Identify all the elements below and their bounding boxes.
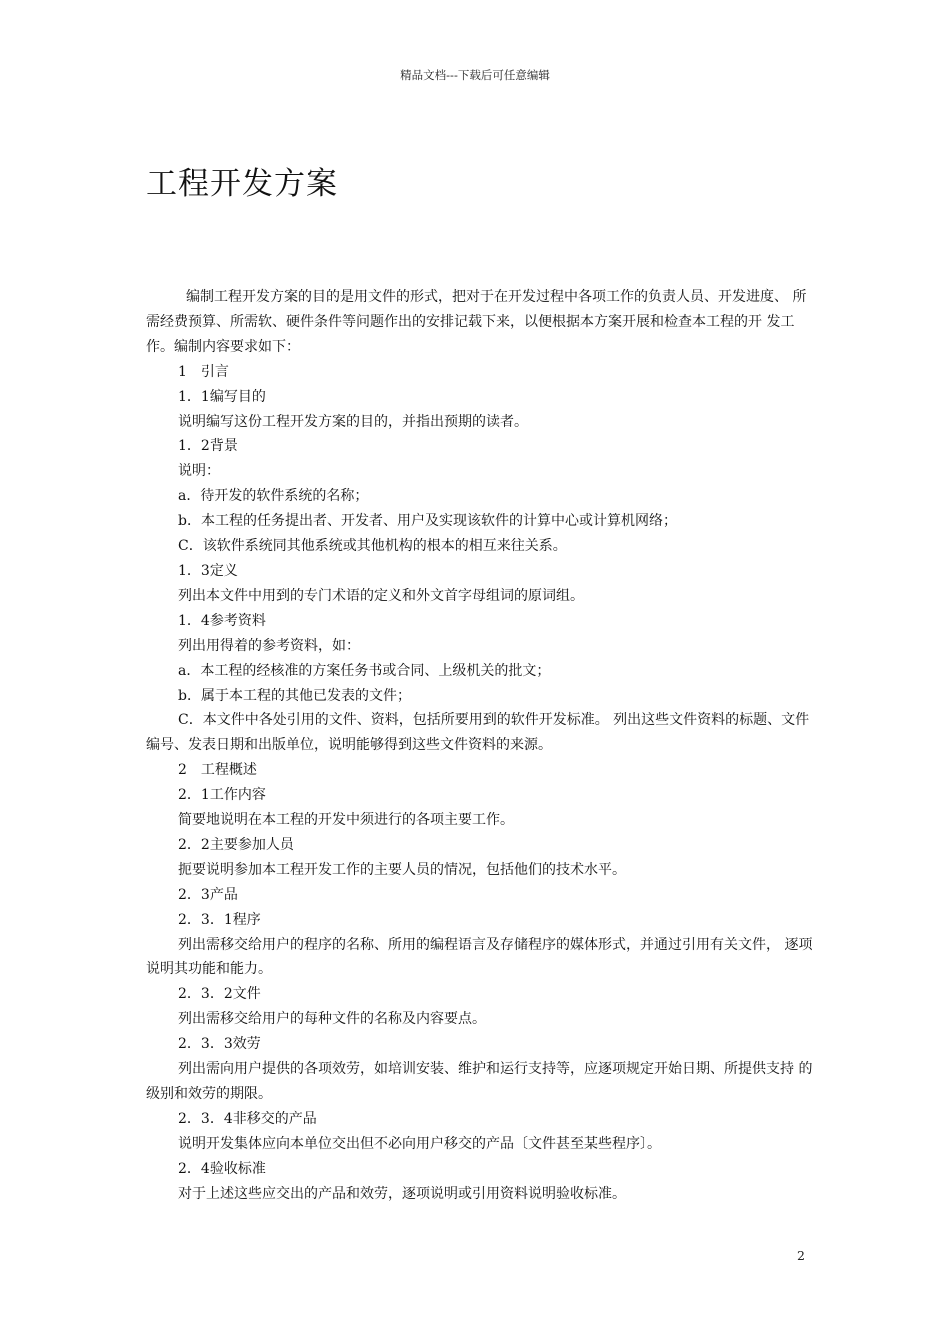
text-line: 说明开发集体应向本单位交出但不必向用户移交的产品〔文件甚至某些程序〕。	[178, 1135, 661, 1152]
heading-references: 1．4参考资料	[178, 612, 266, 629]
heading-project-overview: 2 工程概述	[178, 762, 257, 779]
list-item: b．本工程的任务提出者、开发者、用户及实现该软件的计算中心或计算机网络；	[178, 513, 677, 530]
text-line: 简要地说明在本工程的开发中须进行的各项主要工作。	[178, 812, 514, 829]
heading-services: 2．3．3效劳	[178, 1036, 261, 1053]
list-item: a．待开发的软件系统的名称；	[178, 488, 369, 505]
heading-programs: 2．3．1程序	[178, 911, 261, 928]
heading-purpose: 1．1编写目的	[178, 388, 266, 405]
heading-documents: 2．3．2文件	[178, 986, 261, 1003]
text-line: 说明编写这份工程开发方案的目的，并指出预期的读者。	[178, 413, 528, 430]
heading-main-personnel: 2．2主要参加人员	[178, 836, 294, 853]
heading-work-content: 2．1工作内容	[178, 787, 266, 804]
programs-paragraph: 列出需移交给用户的程序的名称、所用的编程语言及存储程序的媒体形式，并通过引用有关文件， 逐项说明其功能和能力。	[146, 936, 813, 978]
text-line: 列出本文件中用到的专门术语的定义和外文首字母组词的原词组。	[178, 587, 584, 604]
text-line: 对于上述这些应交出的产品和效劳，逐项说明或引用资料说明验收标准。	[178, 1185, 626, 1202]
list-item: C．该软件系统同其他系统或其他机构的根本的相互来往关系。	[178, 538, 567, 555]
text-line: 列出用得着的参考资料，如：	[178, 637, 360, 654]
list-item: b．属于本工程的其他已发表的文件；	[178, 687, 411, 704]
text-line: 列出需移交给用户的每种文件的名称及内容要点。	[178, 1011, 486, 1028]
list-item: a．本工程的经核准的方案任务书或合同、上级机关的批文；	[178, 662, 551, 679]
page-header: 精品文档---下载后可任意编辑	[400, 68, 550, 82]
text-line: 扼要说明参加本工程开发工作的主要人员的情况，包括他们的技术水平。	[178, 861, 626, 878]
services-paragraph: 列出需向用户提供的各项效劳，如培训安装、维护和运行支持等，应逐项规定开始日期、所提供支持 的级别和效劳的期限。	[146, 1061, 813, 1102]
text-line: 说明：	[178, 463, 220, 480]
document-title: 工程开发方案	[146, 166, 338, 202]
heading-background: 1．2背景	[178, 438, 238, 455]
document-body	[146, 285, 814, 1207]
heading-non-deliverables: 2．3．4非移交的产品	[178, 1110, 317, 1127]
references-paragraph: C．本文件中各处引用的文件、资料，包括所要用到的软件开发标准。 列出这些文件资料的标题、文件编号、发表日期和出版单位，说明能够得到这些文件资料的来源。	[146, 712, 810, 754]
intro-paragraph: 编制工程开发方案的目的是用文件的形式，把对于在开发过程中各项工作的负责人员、开发进度、 所需经费预算、所需软、硬件条件等问题作出的安排记载下来，以便根据本方案开展和检查本工程的开 发工作。编制内容要求如下：	[146, 289, 807, 355]
heading-introduction: 1 引言	[178, 363, 229, 380]
page-number: 2	[797, 1248, 805, 1263]
heading-products: 2．3产品	[178, 886, 238, 903]
heading-acceptance-criteria: 2．4验收标准	[178, 1160, 266, 1177]
heading-definitions: 1．3定义	[178, 562, 238, 579]
